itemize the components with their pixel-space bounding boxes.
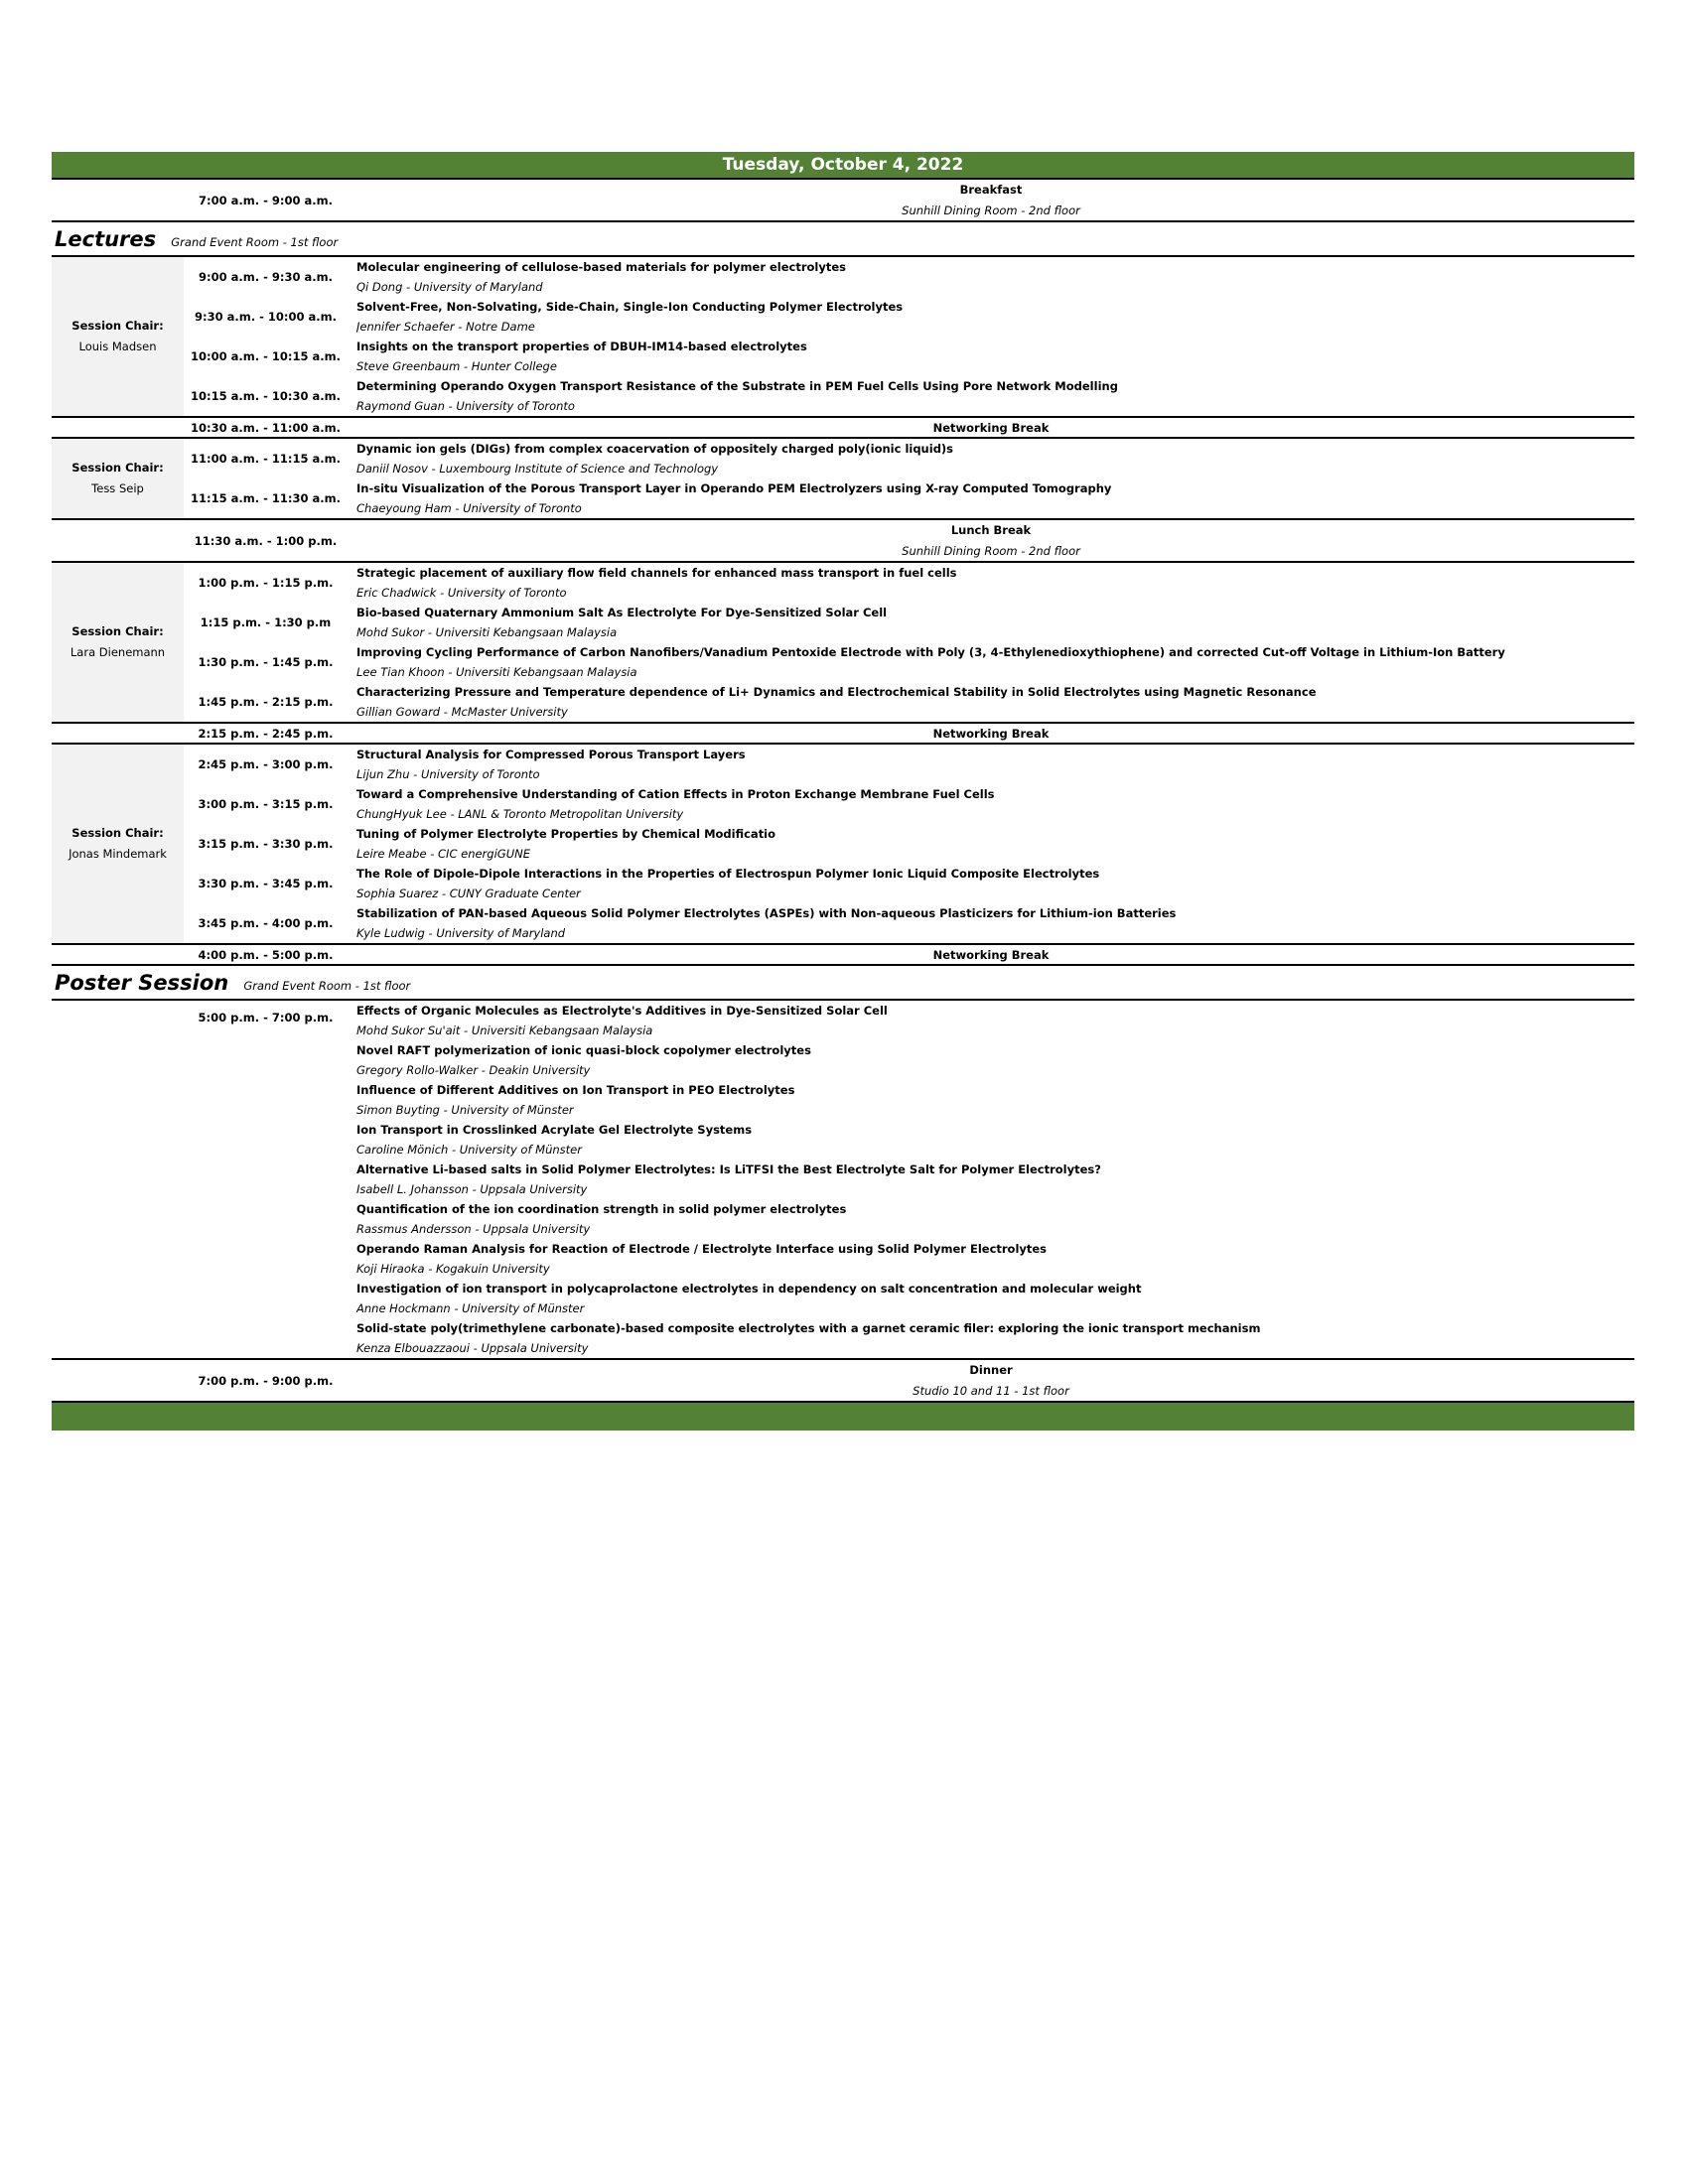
poster-room: Grand Event Room - 1st floor — [243, 978, 411, 993]
lectures-heading-row — [52, 221, 1634, 256]
talk-author: Leire Meabe - CIC energiGUNE — [356, 847, 530, 861]
poster-title-text: Investigation of ion transport in polycaprolactone electrolytes in dependency on salt concentration and molecular weight — [356, 1282, 1142, 1296]
session1-talk-1 — [52, 256, 1634, 297]
talk-time: 1:45 p.m. - 2:15 p.m. — [198, 695, 334, 709]
poster-author: Simon Buyting - University of Münster — [356, 1103, 574, 1117]
session1-talk-4 — [52, 376, 1634, 417]
break2-time: 2:15 p.m. - 2:45 p.m. — [184, 723, 348, 744]
poster-title-text: Alternative Li-based salts in Solid Polymer Electrolytes: Is LiTFSI the Best Electrolyte Salt for Polymer Electrolytes? — [356, 1162, 1101, 1176]
session4-chair — [52, 744, 184, 944]
session4-talk-2 — [52, 784, 1634, 824]
lectures-title: Lectures — [55, 226, 157, 251]
talk-author: Daniil Nosov - Luxembourg Institute of Science and Technology — [356, 462, 719, 476]
talk-author: Raymond Guan - University of Toronto — [356, 399, 575, 413]
poster-title-text: Novel RAFT polymerization of ionic quasi-block copolymer electrolytes — [356, 1043, 811, 1057]
talk-title: Characterizing Pressure and Temperature dependence of Li+ Dynamics and Electrochemical Stability in Solid Electrolytes using Magnetic Resonance — [356, 685, 1317, 699]
poster-title-text: Ion Transport in Crosslinked Acrylate Gel Electrolyte Systems — [356, 1123, 753, 1137]
talk-title: The Role of Dipole-Dipole Interactions in the Properties of Electrospun Polymer Ionic Liquid Composite Electrolytes — [356, 867, 1100, 881]
break1-row — [52, 417, 1634, 438]
break2-name: Networking Break — [348, 723, 1634, 744]
poster-heading-row — [52, 965, 1634, 1000]
talk-author: Chaeyoung Ham - University of Toronto — [356, 501, 582, 515]
poster-title-text: Operando Raman Analysis for Reaction of Electrode / Electrolyte Interface using Solid Polymer Electrolytes — [356, 1242, 1048, 1256]
talk-time: 9:30 a.m. - 10:00 a.m. — [195, 310, 337, 324]
session4-chair-name: Jonas Mindemark — [69, 847, 167, 861]
talk-title: Insights on the transport properties of DBUH-IM14-based electrolytes — [356, 340, 807, 353]
talk-title: Stabilization of PAN-based Aqueous Solid Polymer Electrolytes (ASPEs) with Non-aqueous Plasticizers for Lithium-ion Batteries — [356, 906, 1177, 920]
break3-name: Networking Break — [348, 944, 1634, 965]
poster-author: Kenza Elbouazzaoui - Uppsala University — [356, 1341, 589, 1355]
break3-row — [52, 944, 1634, 965]
poster-item-1 — [52, 1000, 1634, 1040]
poster-title-text: Quantification of the ion coordination strength in solid polymer electrolytes — [356, 1202, 847, 1216]
poster-title-text: Effects of Organic Molecules as Electrolyte's Additives in Dye-Sensitized Solar Cell — [356, 1004, 888, 1018]
talk-title: Tuning of Polymer Electrolyte Properties by Chemical Modificatio — [356, 827, 776, 841]
session1-chair — [52, 256, 184, 417]
talk-time: 1:15 p.m. - 1:30 p.m — [200, 615, 332, 629]
talk-time: 1:00 p.m. - 1:15 p.m. — [198, 576, 334, 590]
break2-row — [52, 723, 1634, 744]
poster-author: Mohd Sukor Su'ait - Universiti Kebangsaan Malaysia — [356, 1024, 653, 1037]
talk-author: Jennifer Schaefer - Notre Dame — [356, 320, 535, 334]
talk-author: Mohd Sukor - Universiti Kebangsaan Malaysia — [356, 625, 618, 639]
dinner-location: Studio 10 and 11 - 1st floor — [913, 1384, 1069, 1398]
breakfast-row — [52, 180, 1634, 221]
talk-title: Improving Cycling Performance of Carbon Nanofibers/Vanadium Pentoxide Electrode with Poly (3, 4-Ethylenedioxythiophene) and corrected Cut-off Voltage in Lithium-Ion Battery — [356, 645, 1505, 659]
session3-talk-1 — [52, 562, 1634, 603]
dinner-time: 7:00 p.m. - 9:00 p.m. — [184, 1359, 348, 1401]
poster-author: Isabell L. Johansson - Uppsala University — [356, 1182, 588, 1196]
poster-time: 5:00 p.m. - 7:00 p.m. — [198, 1011, 334, 1024]
talk-author: ChungHyuk Lee - LANL & Toronto Metropolitan University — [356, 807, 684, 821]
talk-time: 11:15 a.m. - 11:30 a.m. — [191, 491, 341, 505]
talk-title: Dynamic ion gels (DIGs) from complex coacervation of oppositely charged poly(ionic liquid)s — [356, 442, 954, 456]
talk-title: In-situ Visualization of the Porous Transport Layer in Operando PEM Electrolyzers using X-ray Computed Tomography — [356, 481, 1112, 495]
talk-title: Structural Analysis for Compressed Porous Transport Layers — [356, 748, 746, 761]
lunch-location: Sunhill Dining Room - 2nd floor — [902, 544, 1080, 558]
session3-chair — [52, 562, 184, 723]
poster-author: Gregory Rollo-Walker - Deakin University — [356, 1063, 591, 1077]
talk-title: Strategic placement of auxiliary flow field channels for enhanced mass transport in fuel cells — [356, 566, 957, 580]
talk-time: 3:45 p.m. - 4:00 p.m. — [198, 916, 334, 930]
break1-name: Networking Break — [348, 417, 1634, 438]
session2-chair-label: Session Chair: — [71, 461, 164, 475]
session1-chair-name: Louis Madsen — [78, 340, 157, 353]
talk-author: Eric Chadwick - University of Toronto — [356, 586, 567, 600]
talk-time: 10:00 a.m. - 10:15 a.m. — [191, 349, 341, 363]
poster-title-text: Solid-state poly(trimethylene carbonate)-based composite electrolytes with a garnet ceramic filer: exploring the ionic transport mechanism — [356, 1321, 1261, 1335]
poster-author: Anne Hockmann - University of Münster — [356, 1301, 585, 1315]
talk-time: 3:15 p.m. - 3:30 p.m. — [198, 837, 334, 851]
lunch-row — [52, 519, 1634, 562]
talk-title: Molecular engineering of cellulose-based materials for polymer electrolytes — [356, 260, 846, 274]
lectures-room: Grand Event Room - 1st floor — [171, 234, 339, 249]
session2-chair — [52, 438, 184, 519]
schedule-sheet — [52, 152, 1634, 1431]
talk-author: Qi Dong - University of Maryland — [356, 280, 543, 294]
dinner-name: Dinner — [969, 1363, 1013, 1377]
dinner-row — [52, 1359, 1634, 1401]
talk-time: 10:15 a.m. - 10:30 a.m. — [191, 389, 341, 403]
breakfast-name: Breakfast — [959, 183, 1023, 197]
session3-chair-name: Lara Dienemann — [70, 645, 166, 659]
session2-talk-1 — [52, 438, 1634, 478]
session4-talk-5 — [52, 903, 1634, 944]
day-header: Tuesday, October 4, 2022 — [52, 152, 1634, 180]
talk-time: 1:30 p.m. - 1:45 p.m. — [198, 655, 334, 669]
talk-time: 2:45 p.m. - 3:00 p.m. — [198, 757, 334, 771]
talk-title: Solvent-Free, Non-Solvating, Side-Chain, Single-Ion Conducting Polymer Electrolytes — [356, 300, 904, 314]
session1-talk-3 — [52, 337, 1634, 376]
session4-talk-3 — [52, 824, 1634, 864]
talk-author: Sophia Suarez - CUNY Graduate Center — [356, 887, 581, 900]
poster-title-text: Influence of Different Additives on Ion Transport in PEO Electrolytes — [356, 1083, 795, 1097]
talk-time: 9:00 a.m. - 9:30 a.m. — [199, 270, 333, 284]
break3-time: 4:00 p.m. - 5:00 p.m. — [184, 944, 348, 965]
talk-time: 3:30 p.m. - 3:45 p.m. — [198, 877, 334, 890]
talk-title: Toward a Comprehensive Understanding of Cation Effects in Proton Exchange Membrane Fuel Cells — [356, 787, 995, 801]
session2-chair-name: Tess Seip — [91, 481, 144, 495]
footer-bar — [52, 1401, 1634, 1431]
session4-chair-label: Session Chair: — [71, 826, 164, 840]
talk-author: Steve Greenbaum - Hunter College — [356, 359, 557, 373]
session4-talk-4 — [52, 864, 1634, 903]
talk-time: 3:00 p.m. - 3:15 p.m. — [198, 797, 334, 811]
poster-title: Poster Session — [55, 970, 229, 995]
poster-author: Koji Hiraoka - Kogakuin University — [356, 1262, 550, 1276]
schedule-table — [52, 180, 1634, 1401]
lunch-time: 11:30 a.m. - 1:00 p.m. — [184, 519, 348, 562]
session3-talk-4 — [52, 682, 1634, 723]
talk-author: Lijun Zhu - University of Toronto — [356, 767, 540, 781]
talk-time: 11:00 a.m. - 11:15 a.m. — [191, 452, 341, 466]
talk-title: Bio-based Quaternary Ammonium Salt As Electrolyte For Dye-Sensitized Solar Cell — [356, 606, 888, 619]
breakfast-time: 7:00 a.m. - 9:00 a.m. — [199, 193, 333, 207]
session3-chair-label: Session Chair: — [71, 624, 164, 638]
session1-chair-label: Session Chair: — [71, 319, 164, 333]
poster-author: Caroline Mönich - University of Münster — [356, 1143, 582, 1157]
session2-talk-2 — [52, 478, 1634, 519]
session3-talk-2 — [52, 603, 1634, 642]
talk-title: Determining Operando Oxygen Transport Resistance of the Substrate in PEM Fuel Cells Using Pore Network Modelling — [356, 379, 1118, 393]
talk-author: Gillian Goward - McMaster University — [356, 705, 568, 719]
session1-talk-2 — [52, 297, 1634, 337]
lunch-name: Lunch Break — [950, 523, 1032, 537]
talk-author: Lee Tian Khoon - Universiti Kebangsaan Malaysia — [356, 665, 637, 679]
break1-time: 10:30 a.m. - 11:00 a.m. — [184, 417, 348, 438]
breakfast-location: Sunhill Dining Room - 2nd floor — [902, 204, 1080, 217]
poster-author: Rassmus Andersson - Uppsala University — [356, 1222, 591, 1236]
session4-talk-1 — [52, 744, 1634, 784]
session3-talk-3 — [52, 642, 1634, 682]
talk-author: Kyle Ludwig - University of Maryland — [356, 926, 566, 940]
